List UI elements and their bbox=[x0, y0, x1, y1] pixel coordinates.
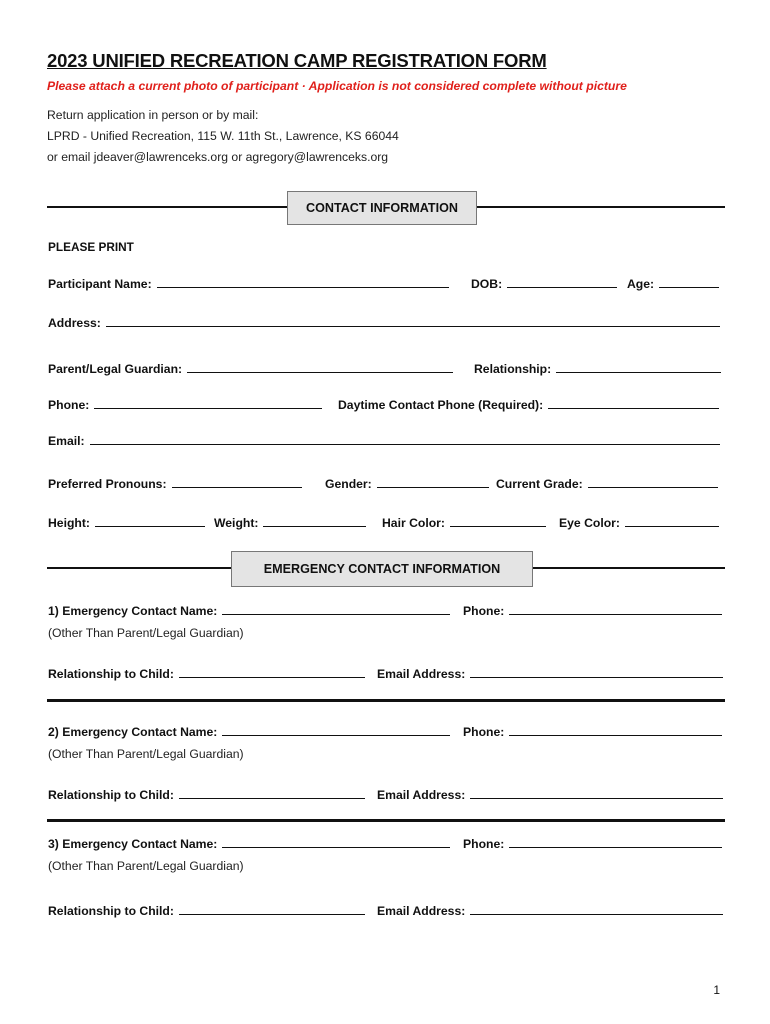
ec3-name-line[interactable] bbox=[222, 847, 450, 848]
ec3-phone-line[interactable] bbox=[509, 847, 722, 848]
ec1-phone-label: Phone: bbox=[463, 604, 505, 618]
weight-line[interactable] bbox=[263, 526, 366, 527]
eye-color-label: Eye Color: bbox=[559, 516, 620, 530]
ec1-email-field[interactable] bbox=[377, 667, 723, 681]
ec1-relationship-field[interactable] bbox=[48, 667, 365, 681]
return-line-2: LPRD - Unified Recreation, 115 W. 11th St., Lawrence, KS 66044 bbox=[47, 129, 399, 143]
photo-note: Please attach a current photo of participant · Application is not considered complete without picture bbox=[47, 79, 627, 93]
page-number: 1 bbox=[713, 983, 720, 997]
dob-line[interactable] bbox=[507, 287, 617, 288]
ec1-phone-field[interactable] bbox=[463, 604, 722, 618]
ec2-note: (Other Than Parent/Legal Guardian) bbox=[48, 747, 244, 761]
ec1-relationship-label: Relationship to Child: bbox=[48, 667, 174, 681]
pronouns-field[interactable] bbox=[48, 477, 302, 491]
emergency-section-header: EMERGENCY CONTACT INFORMATION bbox=[231, 551, 533, 587]
gender-field[interactable] bbox=[325, 477, 489, 491]
ec3-email-field[interactable] bbox=[377, 904, 723, 918]
ec1-phone-line[interactable] bbox=[509, 614, 722, 615]
daytime-phone-line[interactable] bbox=[548, 408, 719, 409]
ec3-relationship-field[interactable] bbox=[48, 904, 365, 918]
age-label: Age: bbox=[627, 277, 655, 291]
contact-section-header: CONTACT INFORMATION bbox=[287, 191, 477, 225]
guardian-field[interactable] bbox=[48, 362, 453, 376]
ec2-email-field[interactable] bbox=[377, 788, 723, 802]
guardian-label: Parent/Legal Guardian: bbox=[48, 362, 183, 376]
address-field[interactable] bbox=[48, 316, 720, 330]
address-label: Address: bbox=[48, 316, 101, 330]
gender-label: Gender: bbox=[325, 477, 372, 491]
ec2-name-label: 2) Emergency Contact Name: bbox=[48, 725, 218, 739]
ec3-phone-label: Phone: bbox=[463, 837, 505, 851]
relationship-field[interactable] bbox=[474, 362, 721, 376]
email-line[interactable] bbox=[90, 444, 720, 445]
ec1-email-line[interactable] bbox=[470, 677, 723, 678]
section-divider bbox=[477, 206, 725, 208]
ec2-name-line[interactable] bbox=[222, 735, 450, 736]
height-line[interactable] bbox=[95, 526, 205, 527]
phone-label: Phone: bbox=[48, 398, 90, 412]
grade-line[interactable] bbox=[588, 487, 718, 488]
hair-color-label: Hair Color: bbox=[382, 516, 445, 530]
participant-name-label: Participant Name: bbox=[48, 277, 152, 291]
ec2-phone-field[interactable] bbox=[463, 725, 722, 739]
age-line[interactable] bbox=[659, 287, 719, 288]
ec2-email-label: Email Address: bbox=[377, 788, 466, 802]
eye-color-line[interactable] bbox=[625, 526, 719, 527]
section-divider bbox=[47, 567, 232, 569]
eye-color-field[interactable] bbox=[559, 516, 719, 530]
ec3-note: (Other Than Parent/Legal Guardian) bbox=[48, 859, 244, 873]
ec3-phone-field[interactable] bbox=[463, 837, 722, 851]
ec2-phone-label: Phone: bbox=[463, 725, 505, 739]
phone-line[interactable] bbox=[94, 408, 322, 409]
ec3-email-label: Email Address: bbox=[377, 904, 466, 918]
hair-color-line[interactable] bbox=[450, 526, 546, 527]
participant-name-line[interactable] bbox=[157, 287, 449, 288]
ec1-note: (Other Than Parent/Legal Guardian) bbox=[48, 626, 244, 640]
height-label: Height: bbox=[48, 516, 90, 530]
contact-separator bbox=[47, 819, 725, 822]
ec1-email-label: Email Address: bbox=[377, 667, 466, 681]
pronouns-line[interactable] bbox=[172, 487, 302, 488]
please-print-label: PLEASE PRINT bbox=[48, 240, 134, 254]
address-line[interactable] bbox=[106, 326, 720, 327]
section-divider bbox=[532, 567, 725, 569]
ec3-name-label: 3) Emergency Contact Name: bbox=[48, 837, 218, 851]
ec2-name-field[interactable] bbox=[48, 725, 450, 739]
email-field[interactable] bbox=[48, 434, 720, 448]
gender-line[interactable] bbox=[377, 487, 489, 488]
contact-separator bbox=[47, 699, 725, 702]
ec3-relationship-line[interactable] bbox=[179, 914, 365, 915]
form-title: 2023 UNIFIED RECREATION CAMP REGISTRATION FORM bbox=[47, 50, 547, 71]
ec1-name-label: 1) Emergency Contact Name: bbox=[48, 604, 218, 618]
hair-color-field[interactable] bbox=[382, 516, 546, 530]
daytime-phone-label: Daytime Contact Phone (Required): bbox=[338, 398, 544, 412]
ec2-email-line[interactable] bbox=[470, 798, 723, 799]
relationship-label: Relationship: bbox=[474, 362, 552, 376]
section-divider bbox=[47, 206, 287, 208]
ec1-relationship-line[interactable] bbox=[179, 677, 365, 678]
ec2-relationship-field[interactable] bbox=[48, 788, 365, 802]
guardian-line[interactable] bbox=[187, 372, 453, 373]
height-field[interactable] bbox=[48, 516, 205, 530]
relationship-line[interactable] bbox=[556, 372, 721, 373]
grade-field[interactable] bbox=[496, 477, 718, 491]
phone-field[interactable] bbox=[48, 398, 322, 412]
daytime-phone-field[interactable] bbox=[338, 398, 719, 412]
pronouns-label: Preferred Pronouns: bbox=[48, 477, 167, 491]
grade-label: Current Grade: bbox=[496, 477, 583, 491]
age-field[interactable] bbox=[627, 277, 719, 291]
ec3-name-field[interactable] bbox=[48, 837, 450, 851]
participant-name-field[interactable] bbox=[48, 277, 449, 291]
weight-field[interactable] bbox=[214, 516, 366, 530]
ec3-email-line[interactable] bbox=[470, 914, 723, 915]
ec1-name-line[interactable] bbox=[222, 614, 450, 615]
return-line-1: Return application in person or by mail: bbox=[47, 108, 259, 122]
weight-label: Weight: bbox=[214, 516, 259, 530]
email-label: Email: bbox=[48, 434, 85, 448]
dob-field[interactable] bbox=[471, 277, 617, 291]
ec2-relationship-line[interactable] bbox=[179, 798, 365, 799]
return-line-3: or email jdeaver@lawrenceks.org or agregory@lawrenceks.org bbox=[47, 150, 389, 164]
ec3-relationship-label: Relationship to Child: bbox=[48, 904, 174, 918]
ec2-relationship-label: Relationship to Child: bbox=[48, 788, 174, 802]
dob-label: DOB: bbox=[471, 277, 503, 291]
ec2-phone-line[interactable] bbox=[509, 735, 722, 736]
ec1-name-field[interactable] bbox=[48, 604, 450, 618]
